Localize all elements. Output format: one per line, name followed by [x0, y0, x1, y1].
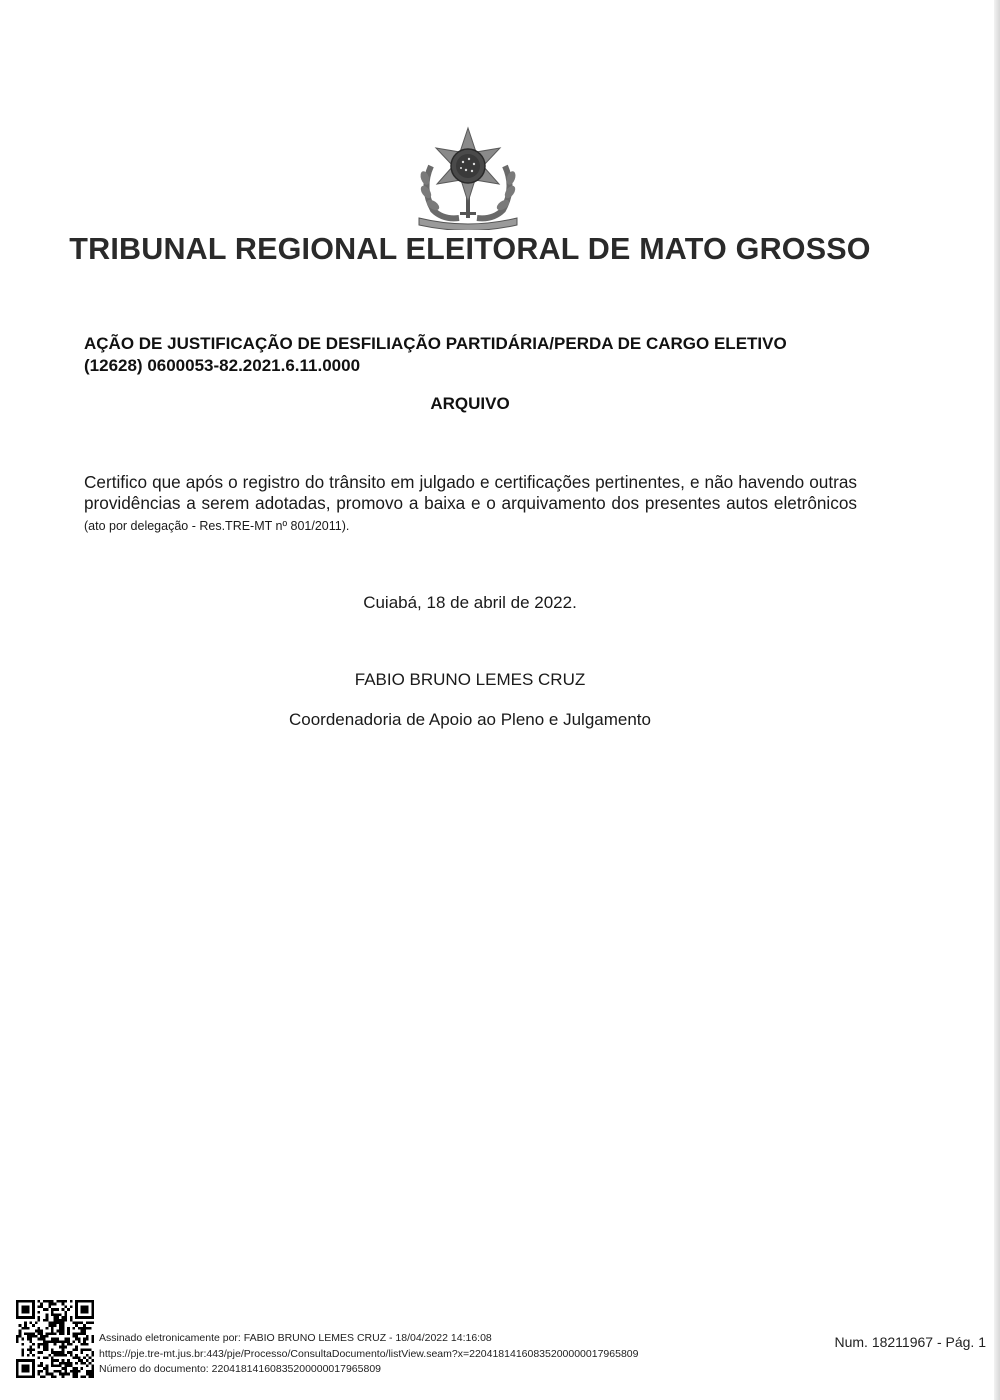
process-class-name: AÇÃO DE JUSTIFICAÇÃO DE DESFILIAÇÃO PARTIDÁRIA/PERDA DE CARGO ELETIVO	[84, 334, 787, 353]
section-heading: ARQUIVO	[430, 394, 510, 413]
coat-of-arms-icon	[413, 126, 523, 230]
process-number: (12628) 0600053-82.2021.6.11.0000	[84, 356, 361, 375]
process-class	[84, 333, 874, 377]
page-reference: Num. 18211967 - Pág. 1	[834, 1334, 986, 1350]
certificate-body: Certifico que após o registro do trânsito em julgado e certificações pertinentes, e não havendo outras providências a serem adotadas, promovo a baixa e o arquivamento dos presentes autos eletrônicos	[84, 472, 857, 513]
court-title: TRIBUNAL REGIONAL ELEITORAL DE MATO GROSSO	[69, 232, 871, 266]
signer-unit: Coordenadoria de Apoio ao Pleno e Julgamento	[289, 710, 651, 729]
document-url[interactable]: https://pje.tre-mt.jus.br:443/pje/Processo/ConsultaDocumento/listView.seam?x=22041814160835200000017965809	[99, 1347, 639, 1360]
signed-by-line: Assinado eletronicamente por: FABIO BRUNO LEMES CRUZ - 18/04/2022 14:16:08	[99, 1332, 492, 1344]
qr-code-icon[interactable]	[16, 1300, 94, 1378]
document-number: Número do documento: 22041814160835200000017965809	[99, 1363, 381, 1375]
certificate-paragraph	[84, 472, 857, 537]
place-date: Cuiabá, 18 de abril de 2022.	[363, 593, 577, 612]
delegation-note: (ato por delegação - Res.TRE-MT nº 801/2011).	[84, 519, 350, 533]
signature-footer	[99, 1331, 799, 1378]
signer-name: FABIO BRUNO LEMES CRUZ	[354, 670, 586, 689]
page-edge	[994, 0, 1000, 1400]
